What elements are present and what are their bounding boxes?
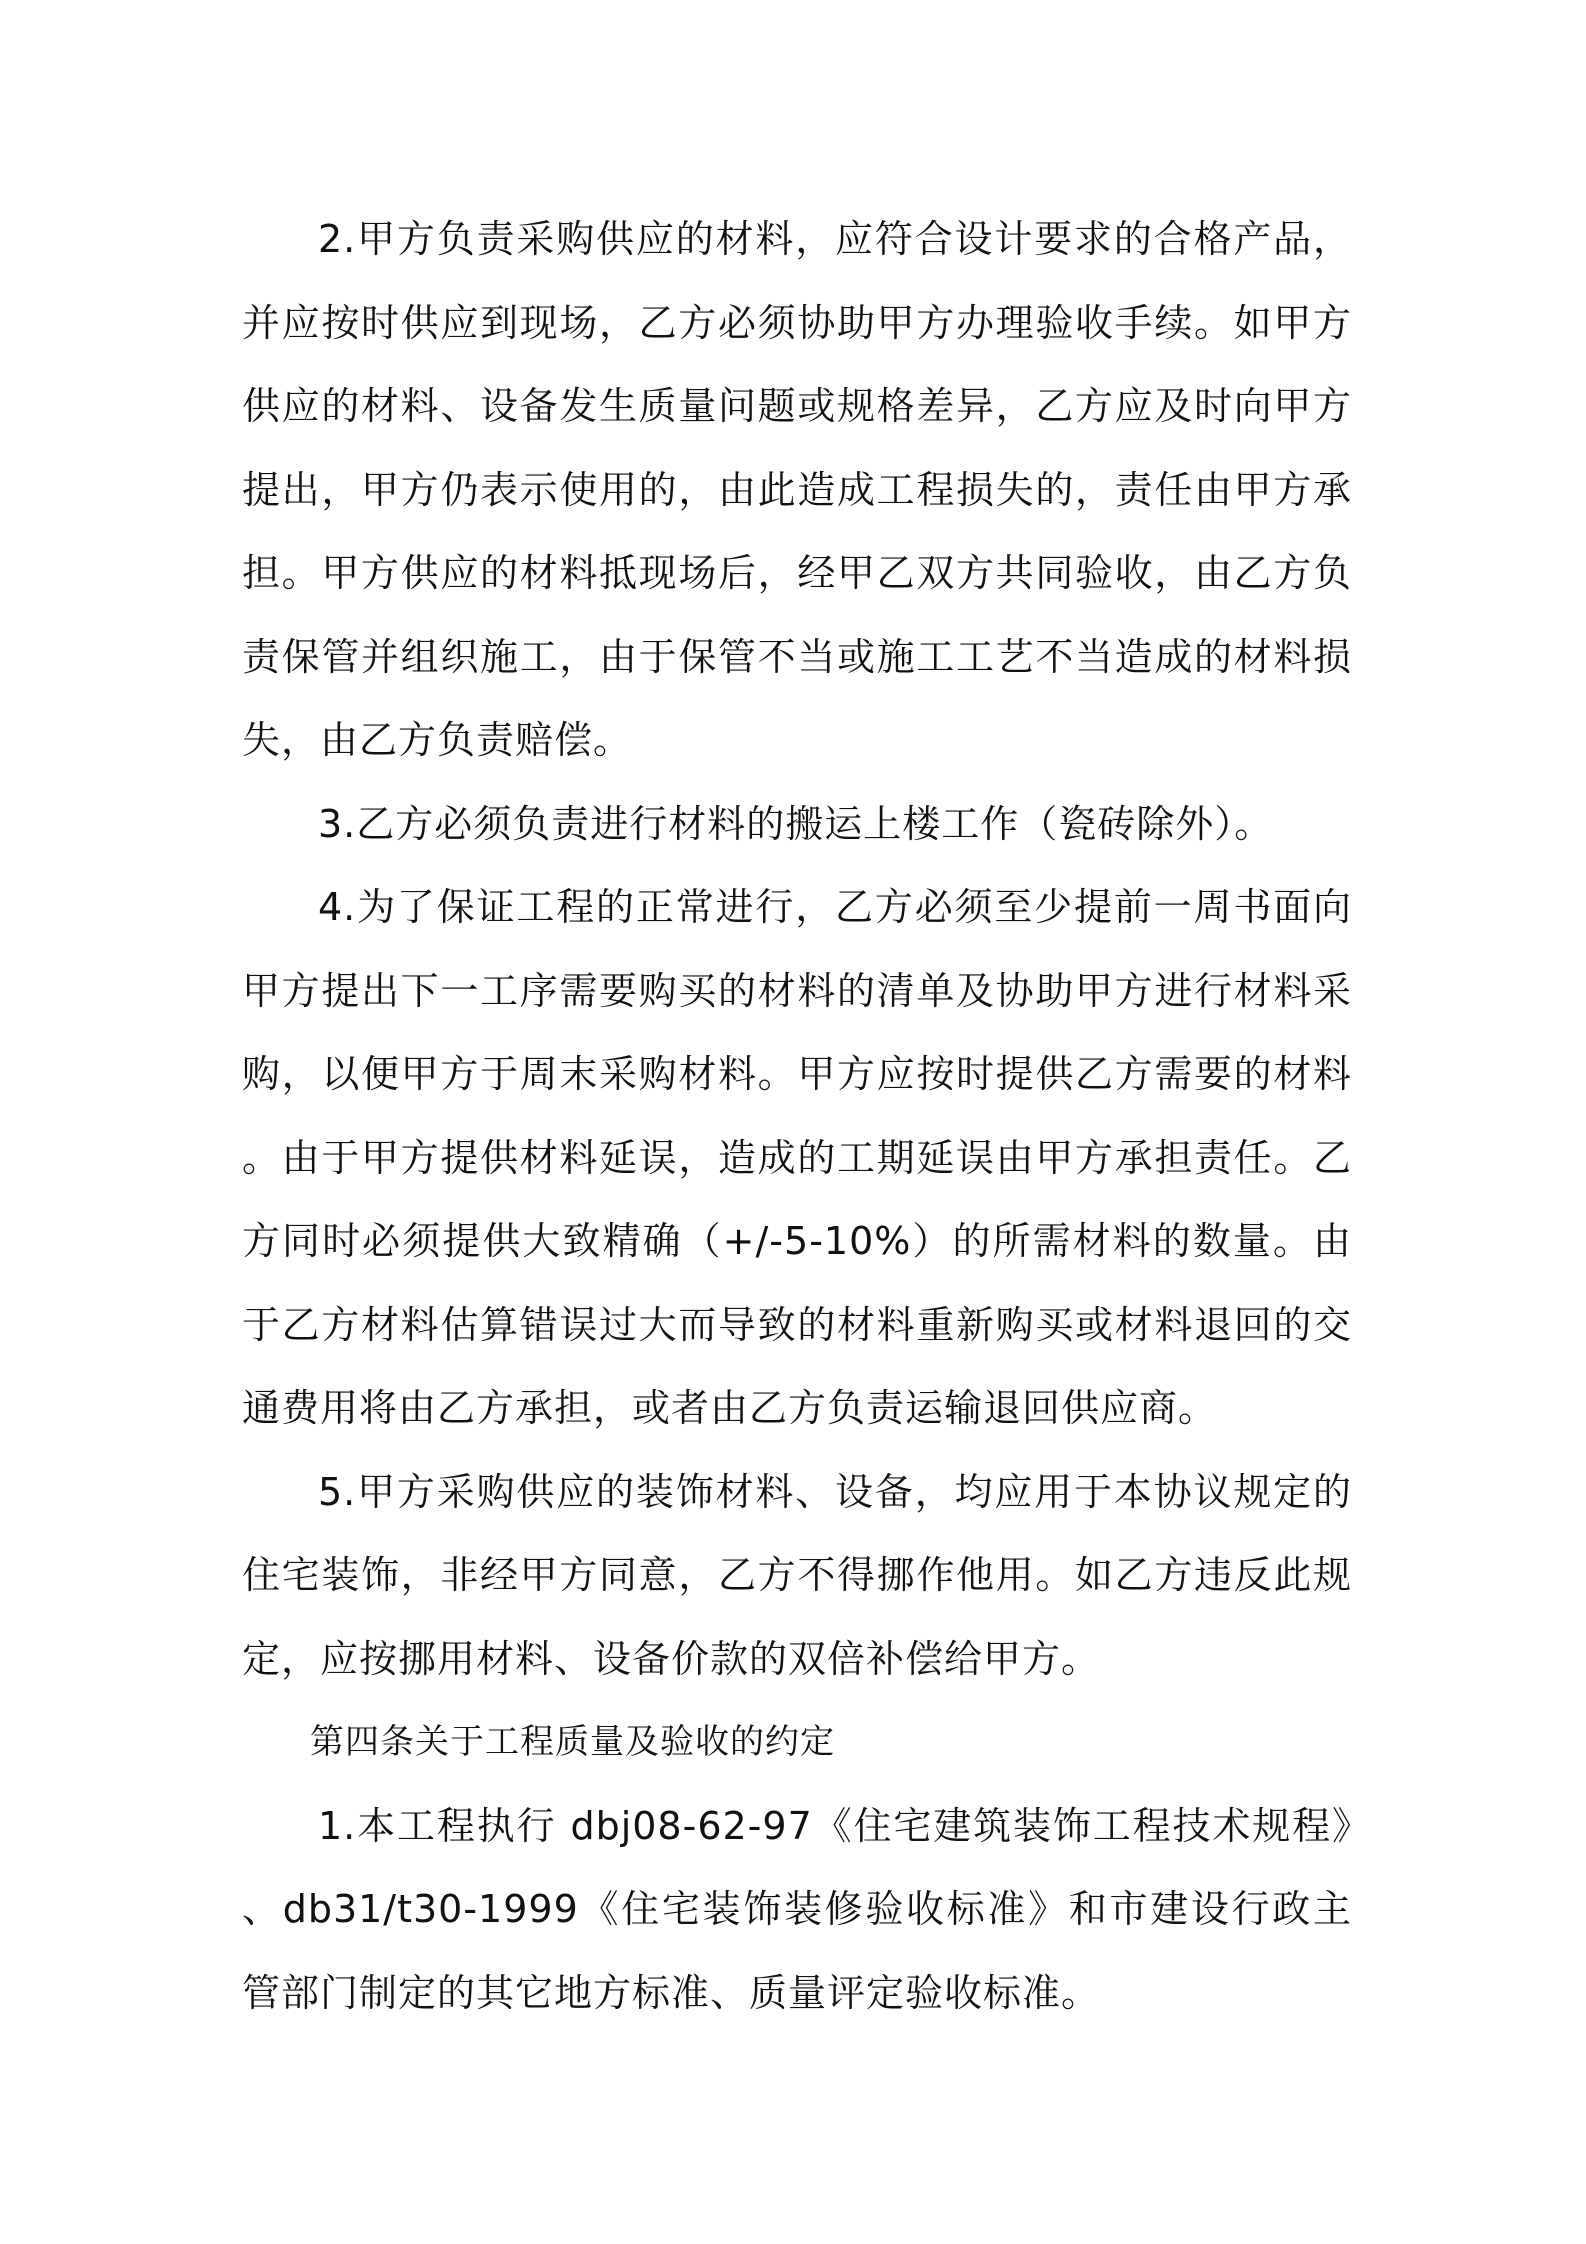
paragraph-material-purchase-list: 4.为了保证工程的正常进行，乙方必须至少提前一周书面向甲方提出下一工序需要购买的材料的清单及协助甲方进行材料采购，以便甲方于周末采购材料。甲方应按时提供乙方需要的材料。由于甲方提供材料延误，造成的工期延误由甲方承担责任。乙方同时必须提供大致精确（+/-5-10%）的所需材料的数量。由于乙方材料估算错误过大而导致的材料重新购买或材料退回的交通费用将由乙方承担，或者由乙方负责运输退回供应商。 — [242, 885, 1352, 1430]
section-heading: 第四条关于工程质量及验收的约定 — [310, 1722, 835, 1762]
document-body — [242, 198, 1352, 2035]
paragraph-quality-standards: 1.本工程执行 dbj08-62-97《住宅建筑装饰工程技术规程》、db31/t30-1999《住宅装饰装修验收标准》和市建设行政主管部门制定的其它地方标准、质量评定验收标准。 — [242, 1803, 1352, 2015]
paragraph-material-transport: 3.乙方必须负责进行材料的搬运上楼工作（瓷砖除外）。 — [318, 801, 1274, 846]
paragraph-material-usage: 5.甲方采购供应的装饰材料、设备，均应用于本协议规定的住宅装饰，非经甲方同意，乙方不得挪作他用。如乙方违反此规定，应按挪用材料、设备价款的双倍补偿给甲方。 — [242, 1469, 1352, 1681]
paragraph-material-supply: 2.甲方负责采购供应的材料，应符合设计要求的合格产品，并应按时供应到现场，乙方必须协助甲方办理验收手续。如甲方供应的材料、设备发生质量问题或规格差异，乙方应及时向甲方提出，甲方仍表示使用的，由此造成工程损失的，责任由甲方承担。甲方供应的材料抵现场后，经甲乙双方共同验收，由乙方负责保管并组织施工，由于保管不当或施工工艺不当造成的材料损失，由乙方负责赔偿。 — [242, 217, 1352, 762]
